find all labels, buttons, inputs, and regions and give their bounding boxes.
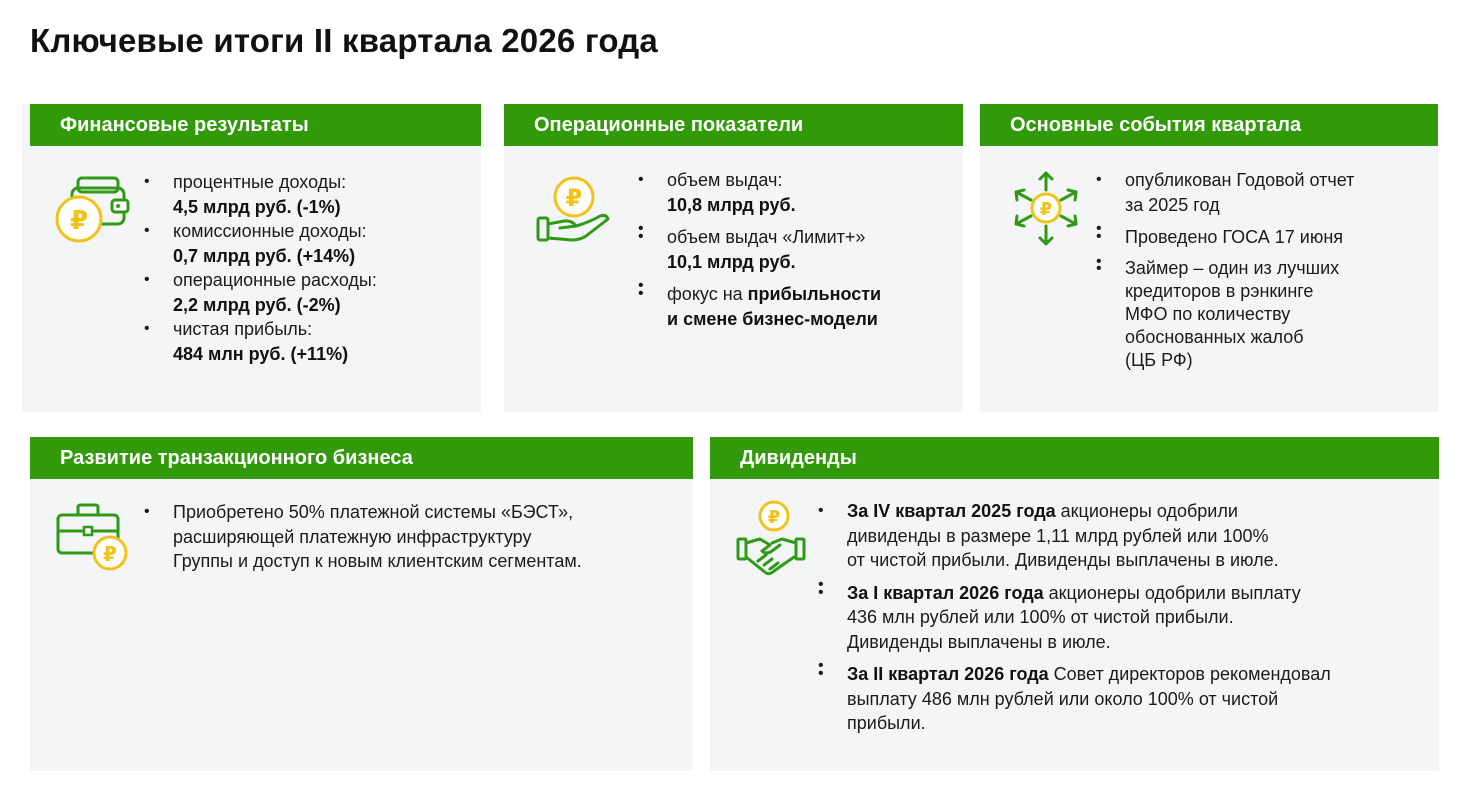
handshake-ruble-icon (736, 499, 806, 579)
item-label: комиссионные доходы: (173, 221, 367, 241)
operational-indicators-card (504, 104, 963, 412)
focus-bold-line2: и смене бизнес-модели (667, 308, 878, 329)
ruble-arrows-icon (1010, 170, 1082, 248)
key-events-card (980, 104, 1438, 412)
list-item: • Займер – один из лучших кредиторов в рэнкинге МФО по количеству обоснованных жалоб (ЦБ РФ) (1096, 257, 1354, 372)
item-value: 0,7 млрд руб. (+14%) (173, 245, 356, 266)
svg-text:₽: ₽ (1039, 199, 1053, 220)
item-value: 484 млн руб. (+11%) (173, 343, 349, 364)
operational-indicators-header: Операционные показатели (504, 104, 963, 146)
list-item (144, 268, 377, 317)
operational-indicators-list (638, 168, 881, 331)
page-title: Ключевые итоги II квартала 2026 года (30, 22, 658, 59)
list-item: • За I квартал 2026 года акционеры одобрили выплату 436 млн рублей или 100% от чистой прибыли. Дивиденды выплачены в июле. (818, 581, 1331, 655)
transaction-business-header: Развитие транзакционного бизнеса (30, 437, 693, 479)
dividends-header: Дивиденды (710, 437, 1439, 479)
item-value: 10,1 млрд руб. (667, 251, 796, 272)
item-value: 10,8 млрд руб. (667, 194, 796, 215)
transaction-business-card (30, 437, 693, 771)
item-label: процентные доходы: (173, 172, 347, 192)
list-item (144, 317, 377, 366)
list-item: • Проведено ГОСА 17 июня (1096, 225, 1354, 250)
financial-results-card (22, 104, 481, 412)
transaction-business-list (144, 500, 582, 574)
list-item: • опубликован Годовой отчет за 2025 год (1096, 168, 1354, 217)
list-item (144, 170, 377, 219)
item-label: объем выдач: (667, 170, 783, 190)
dividends-card (710, 437, 1439, 771)
financial-results-list (144, 170, 377, 366)
key-events-list (1096, 168, 1354, 372)
focus-prefix: фокус на (667, 284, 748, 304)
hand-ruble-icon (534, 174, 614, 244)
list-item: • За II квартал 2026 года Совет директоров рекомендовал выплату 486 млн рублей или около 100% от чистой прибыли. (818, 662, 1331, 736)
svg-text:₽: ₽ (69, 206, 89, 236)
svg-text:₽: ₽ (103, 542, 117, 566)
svg-text:₽: ₽ (565, 184, 583, 212)
list-item (638, 168, 881, 217)
list-item (144, 219, 377, 268)
list-item (638, 282, 881, 331)
item-value: 4,5 млрд руб. (-1%) (173, 196, 341, 217)
financial-results-header: Финансовые результаты (30, 104, 481, 146)
item-value: 2,2 млрд руб. (-2%) (173, 294, 341, 315)
dividends-list (818, 499, 1331, 736)
focus-bold-line1: прибыльности (747, 284, 882, 304)
wallet-ruble-icon (52, 174, 134, 246)
briefcase-ruble-icon (54, 501, 134, 573)
item-label: операционные расходы: (173, 270, 377, 290)
key-events-header: Основные события квартала (980, 104, 1438, 146)
list-item: • Приобретено 50% платежной системы «БЭСТ», расширяющей платежную инфраструктуру Группы и доступ к новым клиентским сегментам. (144, 500, 582, 574)
list-item: • За IV квартал 2025 года акционеры одобрили дивиденды в размере 1,11 млрд рублей или 100% от чистой прибыли. Дивиденды выплачены в июле. (818, 499, 1331, 573)
item-label: объем выдач «Лимит+» (667, 227, 866, 247)
svg-text:₽: ₽ (767, 507, 781, 528)
list-item (638, 225, 881, 274)
item-label: чистая прибыль: (173, 319, 313, 339)
